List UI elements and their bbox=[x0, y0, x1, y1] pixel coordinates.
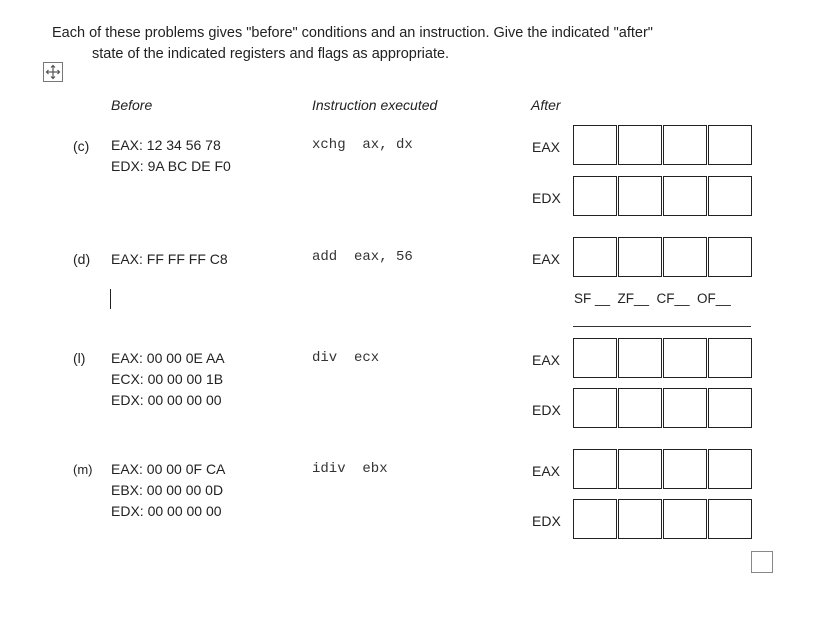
answer-byte-cell[interactable] bbox=[663, 237, 707, 277]
before-eax-l: EAX: 00 00 0E AA bbox=[111, 350, 225, 366]
before-eax-m: EAX: 00 00 0F CA bbox=[111, 461, 226, 477]
answer-byte-cell[interactable] bbox=[618, 237, 662, 277]
answer-byte-cell[interactable] bbox=[618, 499, 662, 539]
answer-byte-cell[interactable] bbox=[573, 237, 617, 277]
after-label-eax-c: EAX bbox=[532, 139, 561, 155]
divider-line bbox=[573, 326, 751, 327]
move-arrows-icon bbox=[45, 64, 61, 80]
answer-byte-cell[interactable] bbox=[618, 388, 662, 428]
after-label-edx-c: EDX bbox=[532, 190, 561, 206]
header-instruction: Instruction executed bbox=[312, 97, 438, 113]
answer-boxes-eax-d[interactable] bbox=[573, 237, 752, 277]
answer-boxes-eax-m[interactable] bbox=[573, 449, 752, 489]
before-eax-d: EAX: FF FF FF C8 bbox=[111, 251, 228, 267]
answer-byte-cell[interactable] bbox=[618, 338, 662, 378]
answer-byte-cell[interactable] bbox=[663, 449, 707, 489]
answer-boxes-eax-l[interactable] bbox=[573, 338, 752, 378]
answer-byte-cell[interactable] bbox=[708, 125, 752, 165]
intro-line-1: Each of these problems gives "before" conditions and an instruction. Give the indicated "after" bbox=[52, 25, 653, 41]
problem-label-l: (l) bbox=[73, 350, 86, 366]
after-label-eax-l: EAX bbox=[532, 352, 561, 368]
before-ebx-m: EBX: 00 00 00 0D bbox=[111, 482, 224, 498]
header-after: After bbox=[531, 97, 561, 113]
answer-boxes-edx-l[interactable] bbox=[573, 388, 752, 428]
intro-line-2: state of the indicated registers and flags as appropriate. bbox=[92, 46, 450, 62]
problem-label-m: (m) bbox=[73, 462, 93, 477]
answer-byte-cell[interactable] bbox=[708, 338, 752, 378]
instruction-l: div ecx bbox=[312, 350, 380, 366]
square-outline-icon[interactable] bbox=[751, 551, 773, 573]
answer-byte-cell[interactable] bbox=[573, 499, 617, 539]
problem-label-d: (d) bbox=[73, 251, 91, 267]
answer-boxes-edx-m[interactable] bbox=[573, 499, 752, 539]
instruction-d: add eax, 56 bbox=[312, 249, 413, 265]
before-ecx-l: ECX: 00 00 00 1B bbox=[111, 371, 224, 387]
answer-byte-cell[interactable] bbox=[618, 125, 662, 165]
answer-byte-cell[interactable] bbox=[708, 237, 752, 277]
answer-byte-cell[interactable] bbox=[618, 176, 662, 216]
answer-byte-cell[interactable] bbox=[573, 388, 617, 428]
after-label-eax-m: EAX bbox=[532, 463, 561, 479]
instruction-m: idiv ebx bbox=[312, 461, 388, 477]
answer-byte-cell[interactable] bbox=[573, 176, 617, 216]
answer-boxes-eax-c[interactable] bbox=[573, 125, 752, 165]
answer-byte-cell[interactable] bbox=[663, 499, 707, 539]
answer-byte-cell[interactable] bbox=[663, 388, 707, 428]
before-eax-c: EAX: 12 34 56 78 bbox=[111, 137, 221, 153]
answer-byte-cell[interactable] bbox=[708, 176, 752, 216]
answer-byte-cell[interactable] bbox=[708, 388, 752, 428]
before-edx-l: EDX: 00 00 00 00 bbox=[111, 392, 222, 408]
flags-line-d[interactable]: SF __ ZF__ CF__ OF__ bbox=[574, 291, 731, 306]
answer-byte-cell[interactable] bbox=[708, 449, 752, 489]
answer-byte-cell[interactable] bbox=[573, 338, 617, 378]
answer-byte-cell[interactable] bbox=[663, 176, 707, 216]
before-edx-c: EDX: 9A BC DE F0 bbox=[111, 158, 231, 174]
answer-boxes-edx-c[interactable] bbox=[573, 176, 752, 216]
after-label-edx-l: EDX bbox=[532, 402, 561, 418]
answer-byte-cell[interactable] bbox=[663, 125, 707, 165]
answer-byte-cell[interactable] bbox=[663, 338, 707, 378]
before-edx-m: EDX: 00 00 00 00 bbox=[111, 503, 222, 519]
table-move-handle[interactable] bbox=[43, 62, 63, 82]
after-label-eax-d: EAX bbox=[532, 251, 561, 267]
answer-byte-cell[interactable] bbox=[573, 125, 617, 165]
after-label-edx-m: EDX bbox=[532, 513, 561, 529]
header-before: Before bbox=[111, 97, 153, 113]
answer-byte-cell[interactable] bbox=[708, 499, 752, 539]
text-cursor bbox=[110, 289, 111, 309]
answer-byte-cell[interactable] bbox=[618, 449, 662, 489]
problem-label-c: (c) bbox=[73, 138, 90, 154]
instruction-c: xchg ax, dx bbox=[312, 137, 413, 153]
answer-byte-cell[interactable] bbox=[573, 449, 617, 489]
